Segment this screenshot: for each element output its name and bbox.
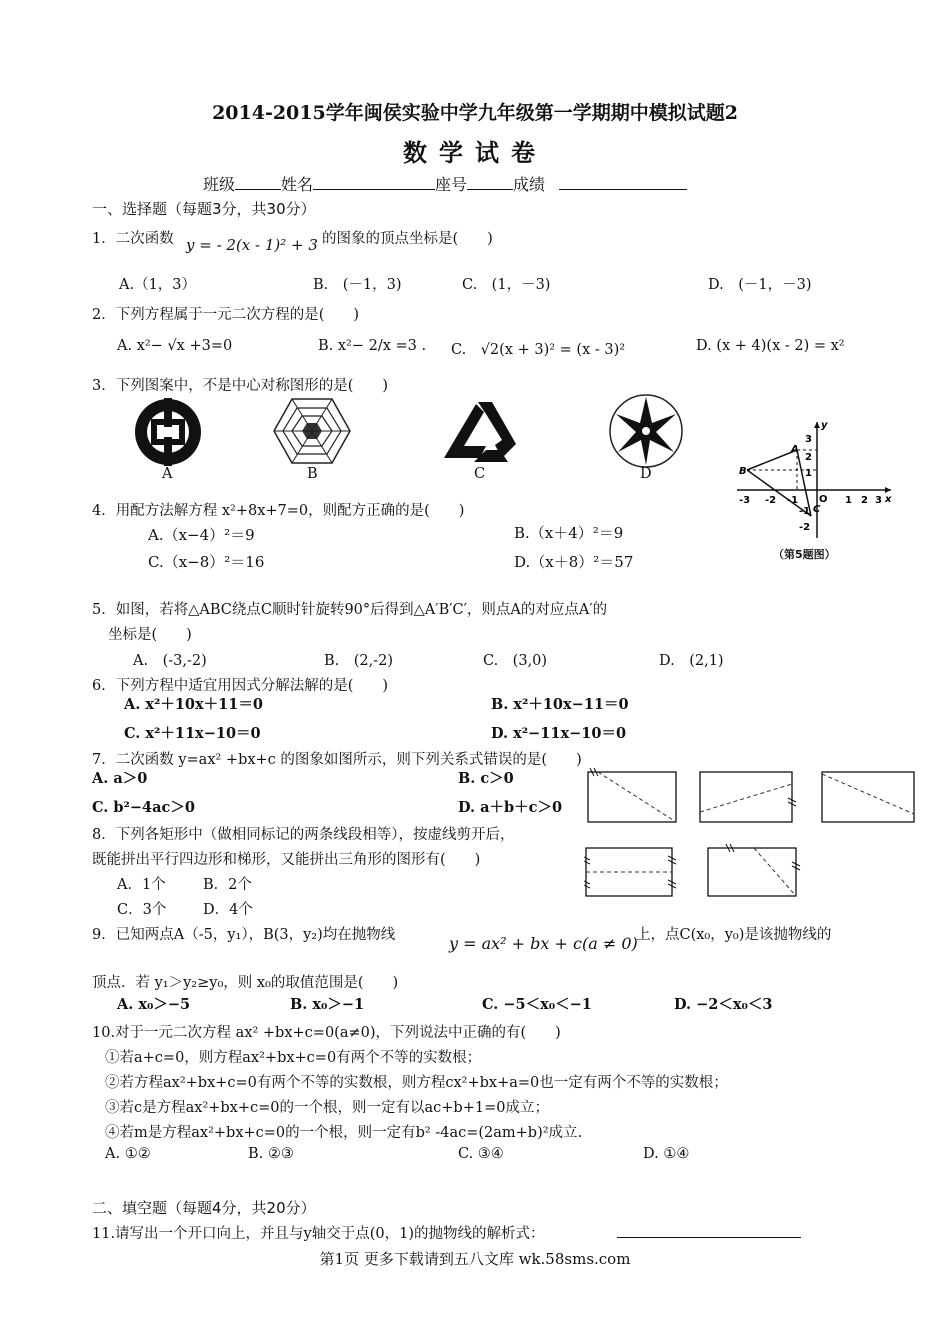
q8-rect-3 [822,772,914,822]
name-label: 姓名 [281,175,314,194]
x-tick-label: -1 [787,495,799,506]
q8-stem-2: 既能拼出平行四边形和梯形，又能拼出三角形的图形有( ) [92,852,481,868]
q2-stem: 2．下列方程属于一元二次方程的是( ) [92,307,360,323]
section1-title: 一、选择题（每题3分，共30分） [92,200,316,218]
q8-option-b: B．2个 [203,877,252,893]
q1-option-b: B. (－1，3) [313,277,402,293]
q10-option-d: D. ①④ [643,1146,690,1162]
q4-option-a: A.（x−4）²＝9 [148,526,255,544]
y-tick-label: -2 [799,522,811,533]
y-tick-label: 3 [805,434,812,445]
q9-option-a: A. x₀＞−5 [117,996,191,1013]
q5-stem-2: 坐标是( ) [108,627,192,643]
q9-option-c: C. −5＜x₀＜−1 [482,996,592,1013]
q2-option-a: A. x²− √x +3=0 [117,338,233,354]
q2-option-d: D. (x + 4)(x - 2) = x² [696,338,845,354]
q6-option-d: D. x²−11x−10＝0 [491,725,627,742]
section2-title: 二、填空题（每题4分，共20分） [92,1199,316,1217]
x-tick-label: -3 [739,495,751,506]
q7-option-c: C. b²−4ac＞0 [92,799,195,816]
q6-option-b: B. x²＋10x−11＝0 [491,696,629,713]
y-tick-label: 2 [805,452,812,463]
x-tick-label: -2 [765,495,777,506]
point-b-label: B [739,466,747,477]
q7-option-a: A. a＞0 [92,770,148,787]
q6-option-a: A. x²＋10x＋11＝0 [124,696,263,713]
x-tick-label: 3 [875,495,882,506]
q11-stem: 11.请写出一个开口向上，并且与y轴交于点(0，1)的抛物线的解析式： [92,1226,545,1242]
q10-option-c: C. ③④ [458,1146,504,1162]
q4-option-d: D.（x＋8）²＝57 [514,553,634,571]
score-label: 成绩 [513,175,546,194]
q9-stem-2: 顶点．若 y₁＞y₂≥y₀，则 x₀的取值范围是( ) [92,975,399,991]
y-tick-label: -1 [799,506,811,517]
q3-label-a: A [162,466,173,482]
q5-stem: 5．如图，若将△ABC绕点C顺时针旋转90°后得到△A′B′C′，则点A的对应点A′的 [92,602,608,618]
q10-item-3: ③若c是方程ax²+bx+c=0的一个根，则一定有以ac+b+1=0成立； [105,1100,549,1116]
q1-option-d: D. (－1，－3) [708,277,812,293]
q6-option-c: C. x²＋11x−10＝0 [124,725,261,742]
q9-option-b: B. x₀＞−1 [290,996,365,1013]
q8-rectangles-figure [584,768,950,900]
page-footer: 第1页 更多下载请到五八文库 wk.58sms.com [319,1250,631,1268]
q7-option-b: B. c＞0 [458,770,514,787]
y-axis-name: y [821,420,828,431]
q4-stem: 4．用配方法解方程 x²+8x+7=0，则配方正确的是( ) [92,503,465,519]
q7-option-d: D. a＋b＋c＞0 [458,799,563,816]
student-info-row [203,172,687,195]
q9-stem-a: 9．已知两点A（-5，y₁），B(3，y₂)均在抛物线 [92,927,396,943]
q10-option-a: A. ①② [105,1146,151,1162]
exam-subtitle: 数学试卷 [403,138,547,167]
q6-stem: 6．下列方程中适宜用因式分解法解的是( ) [92,678,389,694]
q3-pattern-a-icon [128,396,210,468]
q9-formula: y = ax² + bx + c(a ≠ 0) [449,934,638,953]
q5-figure-caption: （第5题图） [773,548,836,561]
q10-item-4: ④若m是方程ax²+bx+c=0的一个根，则一定有b² -4ac=(2am+b)²成立. [105,1125,583,1141]
q5-option-c: C. (3,0) [483,653,548,669]
class-label: 班级 [203,175,236,194]
x-tick-label: 2 [861,495,868,506]
q3-label-b: B [307,466,318,482]
q4-option-b: B.（x＋4）²＝9 [514,524,624,542]
score-blank [559,175,687,190]
q5-option-a: A. (-3,-2) [133,653,207,669]
q1-stem-a: 1．二次函数 [92,231,174,247]
seat-label: 座号 [435,175,468,194]
q1-stem-b: 的图象的顶点坐标是( ) [322,231,493,247]
x-axis-arrow [885,487,891,493]
q2-option-b: B. x²− 2/x =3 . [318,338,427,354]
q5-option-b: B. (2,-2) [324,653,394,669]
seat-blank [467,175,513,190]
q8-rect-1 [588,768,676,822]
q7-stem: 7．二次函数 y=ax² +bx+c 的图象如图所示，则下列关系式错误的是( ) [92,752,582,768]
q9-stem-b: 上，点C(x₀，y₀)是该抛物线的 [636,927,832,943]
q10-item-1: ①若a+c=0，则方程ax²+bx+c=0有两个不等的实数根； [105,1050,482,1066]
q10-option-b: B. ②③ [248,1146,294,1162]
q8-rect-5 [708,844,800,896]
q3-pattern-c-icon [440,400,520,464]
q5-option-d: D. (2,1) [659,653,724,669]
exam-title: 2014-2015学年闽侯实验中学九年级第一学期期中模拟试题2 [212,102,738,124]
y-tick-label: 1 [805,468,812,479]
q8-option-c: C．3个 [117,902,167,918]
x-axis-name: x [885,494,892,505]
q3-stem: 3．下列图案中，不是中心对称图形的是( ) [92,378,389,394]
q5-coordinate-figure [735,418,895,540]
q10-stem: 10.对于一元二次方程 ax² +bx+c=0(a≠0)，下列说法中正确的有( ) [92,1025,561,1041]
q8-option-d: D．4个 [203,902,253,918]
q9-option-d: D. −2＜x₀＜3 [674,996,773,1013]
q3-pattern-d-icon [606,392,686,470]
q3-label-c: C [474,466,486,482]
q8-rect-2 [700,772,796,822]
q1-formula: y = - 2(x - 1)² + 3 [186,236,318,254]
q2-option-c: C. √2(x + 3)² = (x - 3)² [451,342,626,358]
q3-label-d: D [640,466,652,482]
x-tick-label: 1 [845,495,852,506]
q8-option-a: A．1个 [117,877,166,893]
point-a-label: A [791,444,799,455]
q8-stem: 8．下列各矩形中（做相同标记的两条线段相等），按虚线剪开后， [92,827,515,843]
class-blank [235,175,281,190]
q11-answer-blank[interactable] [617,1222,801,1238]
point-c-label: C [813,504,821,515]
q3-pattern-b-icon [272,396,352,466]
q1-option-c: C. (1，－3) [462,277,551,293]
segment-ba [747,450,797,470]
q10-item-2: ②若方程ax²+bx+c=0有两个不等的实数根，则方程cx²+bx+a=0也一定有两个不等的实数根； [105,1075,728,1091]
q4-option-c: C.（x−8）²＝16 [148,553,265,571]
q8-rect-4 [584,848,676,896]
origin-label: O [819,494,828,505]
name-blank [313,175,435,190]
y-axis-arrow [814,422,820,428]
q1-option-a: A.（1，3） [119,277,197,293]
